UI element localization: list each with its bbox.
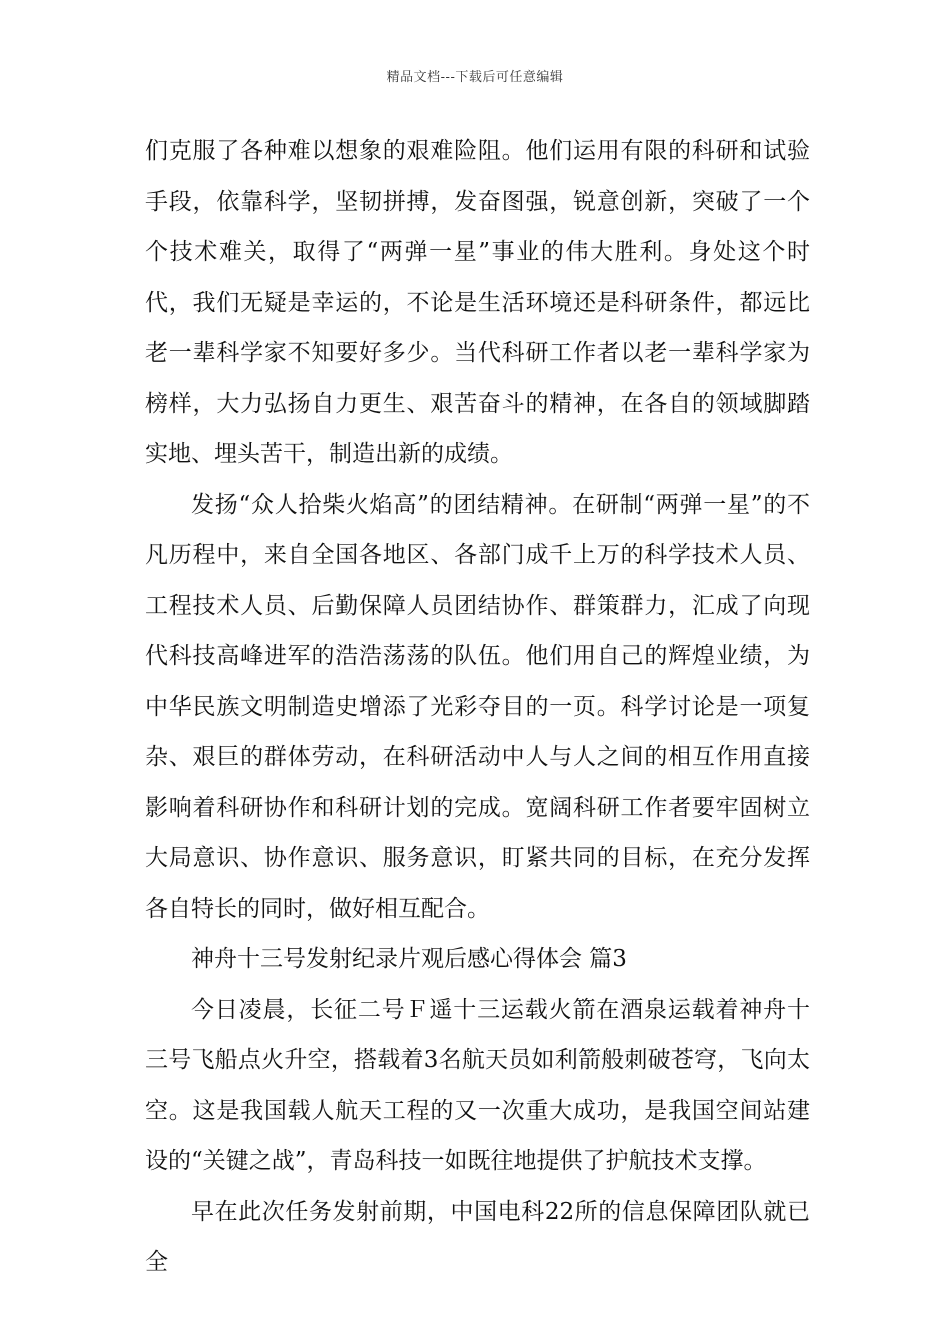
document-body bbox=[145, 126, 810, 1288]
page-header: 精品文档---下载后可任意编辑 bbox=[386, 70, 564, 85]
paragraph-support-team: 早在此次任务发射前期，中国电科22所的信息保障团队就已全 bbox=[145, 1198, 810, 1275]
paragraph-launch: 今日凌晨，长征二号Ｆ遥十三运载火箭在酒泉运载着神舟十三号飞船点火升空，搭载着3名航天员如利箭般刺破苍穹，飞向太空。这是我国载人航天工程的又一次重大成功，是我国空间站建设的“关键之战”，青岛科技一如既往地提供了护航技术支撑。 bbox=[145, 996, 810, 1174]
paragraph-unity-spirit: 发扬“众人拾柴火焰高”的团结精神。在研制“两弹一星”的不凡历程中，来自全国各地区、各部门成千上万的科学技术人员、工程技术人员、后勤保障人员团结协作、群策群力，汇成了向现代科技高峰进军的浩浩荡荡的队伍。他们用自己的辉煌业绩，为中华民族文明制造史增添了光彩夺目的一页。科学讨论是一项复杂、艰巨的群体劳动，在科研活动中人与人之间的相互作用直接影响着科研协作和科研计划的完成。宽阔科研工作者要牢固树立大局意识、协作意识、服务意识，盯紧共同的目标，在充分发挥各自特长的同时，做好相互配合。 bbox=[145, 491, 810, 922]
section-heading: 神舟十三号发射纪录片观后感心得体会 篇3 bbox=[191, 946, 627, 972]
paragraph-continuation: 们克服了各种难以想象的艰难险阻。他们运用有限的科研和试验手段，依靠科学，坚韧拼搏，发奋图强，锐意创新，突破了一个个技术难关，取得了“两弹一星”事业的伟大胜利。身处这个时代，我们无疑是幸运的，不论是生活环境还是科研条件，都远比老一辈科学家不知要好多少。当代科研工作者以老一辈科学家为榜样，大力弘扬自力更生、艰苦奋斗的精神，在各自的领域脚踏实地、埋头苦干，制造出新的成绩。 bbox=[145, 138, 810, 467]
